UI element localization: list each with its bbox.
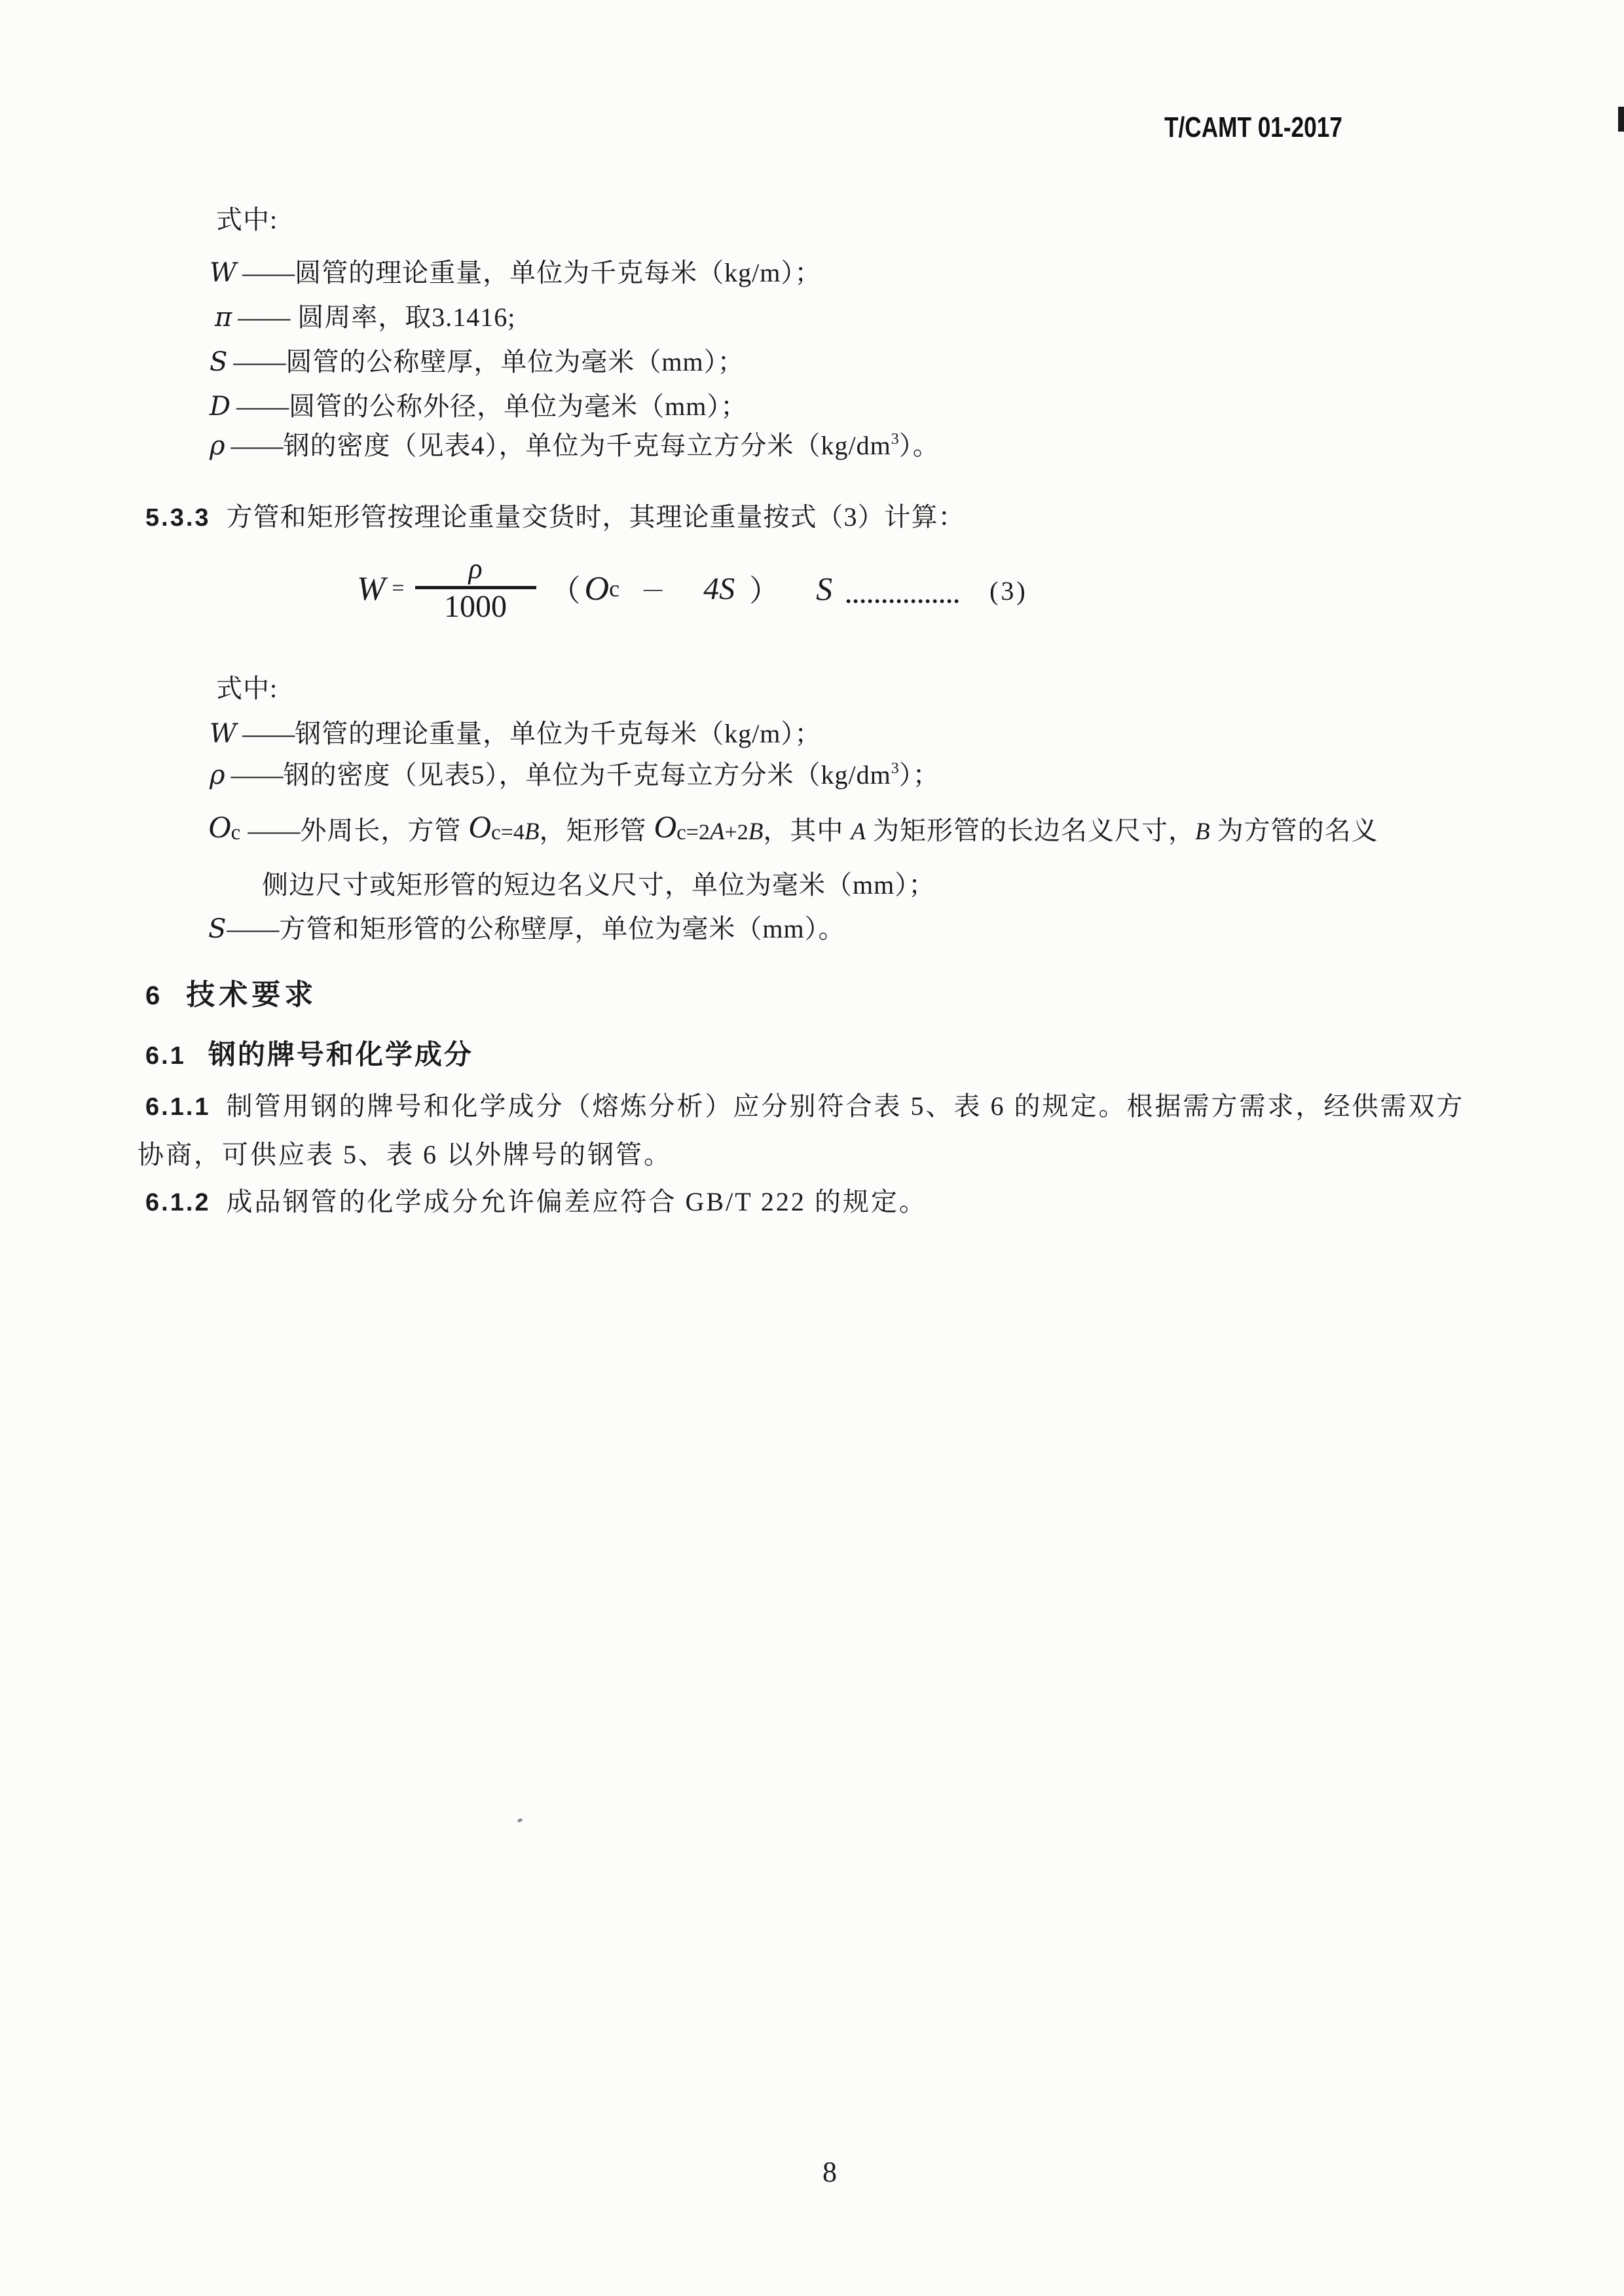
clause-number: 6.1.2	[145, 1189, 211, 1216]
definition-oc: Oc ——外周长，方管 Oc=4B，矩形管 Oc=2A+2B，其中 A 为矩形管的长边名义尺寸，B 为方管的名义	[208, 810, 1378, 845]
variable-a: A	[709, 818, 725, 845]
definition-tail: ）；	[898, 760, 940, 790]
oc-variable-o: O	[584, 570, 610, 608]
definition-pi: π —— 圆周率，取3.1416;	[215, 302, 516, 333]
formula-s-variable: S	[816, 570, 833, 607]
symbol-pi: π	[215, 302, 233, 333]
definition-tail: ）。	[898, 431, 940, 460]
equation-number: (3)	[989, 575, 1028, 606]
definition-text: 钢的密度（见表5），单位为千克每立方分米（kg/dm	[283, 760, 891, 790]
page-number: 8	[822, 2156, 837, 2188]
close-paren: ）	[749, 574, 780, 608]
formula-3	[357, 545, 1028, 632]
definition-text: 方管和矩形管的公称壁厚，单位为毫米（mm）。	[279, 914, 845, 943]
symbol-oc-c: c	[231, 821, 241, 845]
definition-rho-table5: ρ ——钢的密度（见表5），单位为千克每立方分米$(kg/dm^3)$；	[210, 760, 940, 790]
symbol-rho: ρ	[210, 760, 226, 790]
symbol-s: S	[210, 347, 229, 377]
symbol-d: D	[210, 392, 232, 422]
definition-text: 圆周率，取3.1416;	[290, 302, 516, 332]
symbol-rho: ρ	[210, 431, 226, 461]
superscript-3: 3	[891, 760, 899, 777]
variable-b: B	[748, 818, 764, 845]
section-number: 6.1	[145, 1042, 186, 1070]
section-6-heading	[145, 978, 317, 1013]
variable-a: A	[851, 818, 866, 845]
definition-text: 圆管的理论重量，单位为千克每米（kg/m）；	[295, 258, 822, 287]
clause-6-1-1-line1	[145, 1091, 1465, 1123]
section-title: 钢的牌号和化学成分	[208, 1039, 473, 1070]
definition-d-round: D ——圆管的公称外径，单位为毫米（mm）；	[210, 392, 748, 422]
clause-text: 方管和矩形管按理论重量交货时，其理论重量按式（3）计算：	[226, 502, 965, 532]
definition-rho-table4: ρ ——钢的密度（见表4），单位为千克每立方分米$(kg/dm^3)$。	[210, 431, 940, 461]
oc-inline: O	[468, 810, 491, 845]
clause-6-1-2	[145, 1186, 927, 1218]
definition-text: 圆管的公称外径，单位为毫米（mm）；	[289, 392, 748, 421]
definition-text: 钢的密度（见表4），单位为千克每立方分米（kg/dm	[283, 431, 891, 460]
definition-s-square: S——方管和矩形管的公称壁厚，单位为毫米（mm）。	[208, 914, 845, 944]
symbol-s: S	[208, 914, 227, 944]
definition-oc-continuation: 侧边尺寸或矩形管的短边名义尺寸，单位为毫米（mm）；	[262, 870, 936, 900]
scan-artifact-dot	[517, 1818, 523, 1823]
section-title: 技术要求	[186, 979, 318, 1011]
definition-w-round: W ——圆管的理论重量，单位为千克每米（kg/m）；	[210, 258, 822, 288]
clause-5-3-3	[145, 501, 965, 534]
clause-number: 5.3.3	[145, 504, 211, 532]
term-4s: 4S	[703, 571, 735, 606]
superscript-3: 3	[891, 431, 899, 448]
scan-artifact-edge-mark	[1618, 107, 1624, 132]
fraction-rho-over-1000	[415, 554, 536, 624]
definition-s-round: S ——圆管的公称壁厚，单位为毫米（mm）；	[210, 347, 745, 377]
clause-6-1-1-line2: 协商，可供应表 5、表 6 以外牌号的钢管。	[138, 1140, 672, 1169]
formula3-where-label: 式中:	[216, 674, 278, 703]
definition-text: 钢管的理论重量，单位为千克每米（kg/m）；	[295, 719, 822, 748]
formula2-where-label: 式中:	[216, 205, 278, 234]
fraction-numerator: ρ	[468, 552, 483, 585]
equals-sign: =	[392, 576, 405, 600]
dotted-leader: ................	[845, 582, 961, 608]
symbol-w: W	[210, 719, 238, 749]
symbol-oc-o: O	[208, 810, 231, 845]
section-6-1-heading	[145, 1038, 473, 1072]
section-number: 6	[145, 981, 162, 1010]
oc-variable-c: c	[609, 575, 620, 602]
standard-code-header: T/CAMT 01-2017	[1164, 111, 1342, 143]
symbol-w: W	[210, 258, 238, 288]
clause-number: 6.1.1	[145, 1093, 211, 1121]
definition-text: 圆管的公称壁厚，单位为毫米（mm）；	[286, 347, 745, 376]
minus-sign: －	[640, 577, 666, 606]
oc-inline: O	[654, 810, 677, 845]
variable-b: B	[524, 818, 540, 845]
open-paren: （	[550, 574, 581, 608]
variable-b: B	[1194, 818, 1210, 845]
formula-lhs-w: W	[357, 570, 386, 608]
definition-w-steel: W ——钢管的理论重量，单位为千克每米（kg/m）；	[210, 719, 822, 749]
clause-text: 制管用钢的牌号和化学成分（熔炼分析）应分别符合表 5、表 6 的规定。根据需方需求，经供需双方	[226, 1091, 1465, 1121]
fraction-denominator: 1000	[444, 589, 507, 624]
clause-text: 成品钢管的化学成分允许偏差应符合 GB/T 222 的规定。	[226, 1187, 927, 1216]
